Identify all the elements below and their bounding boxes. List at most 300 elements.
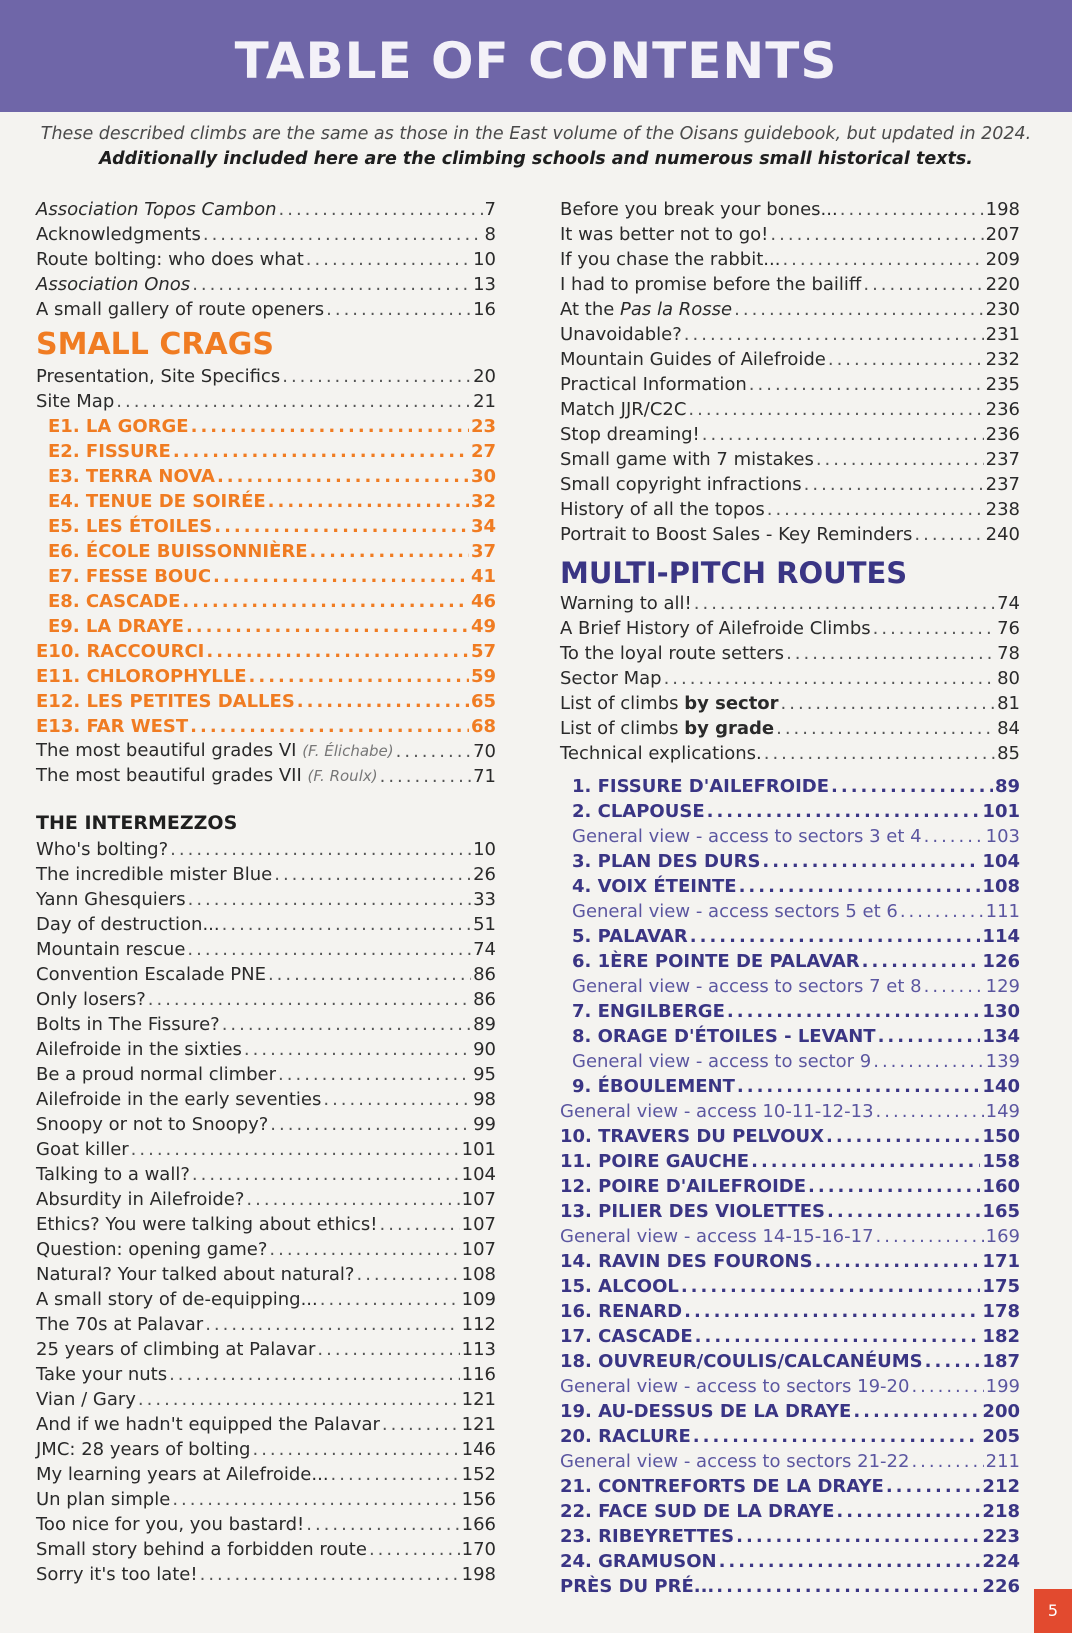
entry-page: 237 <box>985 449 1020 470</box>
toc-entry[interactable] <box>36 364 496 389</box>
entry-title-text: Convention Escalade PNE <box>36 964 266 985</box>
entry-title <box>572 924 688 949</box>
entry-title-text: 11. POIRE GAUCHE <box>560 1151 750 1172</box>
dot-leader <box>914 522 983 547</box>
entry-page: 112 <box>461 1314 496 1335</box>
entry-page: 89 <box>994 776 1020 797</box>
intermezzos-list <box>36 837 496 1587</box>
toc-entry[interactable] <box>36 614 496 639</box>
toc-entry[interactable] <box>560 949 1020 974</box>
toc-entry[interactable] <box>36 1387 496 1412</box>
toc-entry[interactable] <box>560 1274 1020 1299</box>
entry-title-text: E9. LA DRAYE <box>48 616 184 637</box>
entry-page: 95 <box>473 1064 496 1085</box>
entry-title <box>560 297 732 322</box>
entry-page: 224 <box>982 1551 1020 1572</box>
toc-entry[interactable] <box>36 197 496 222</box>
entry-title-text: PRÈS DU PRÉ... <box>560 1576 715 1597</box>
entry-title <box>560 472 802 497</box>
toc-entry[interactable] <box>560 197 1020 222</box>
entry-title-text: Take your nuts <box>36 1364 168 1385</box>
entry-title <box>36 639 204 664</box>
entry-page: 150 <box>982 1126 1020 1147</box>
toc-entry[interactable] <box>36 862 496 887</box>
toc-entry[interactable] <box>560 1574 1020 1599</box>
toc-entry[interactable] <box>560 874 1020 899</box>
entry-title-text: E8. CASCADE <box>48 591 181 612</box>
dot-leader <box>828 347 984 372</box>
toc-entry[interactable] <box>36 222 496 247</box>
entry-page: 59 <box>470 666 496 687</box>
toc-entry[interactable] <box>36 414 496 439</box>
entry-title-text: Bolts in The Fissure? <box>36 1014 220 1035</box>
toc-entry[interactable] <box>560 247 1020 272</box>
dot-leader <box>815 1249 981 1274</box>
toc-entry[interactable] <box>36 1087 496 1112</box>
entry-page: 200 <box>982 1401 1020 1422</box>
toc-entry[interactable] <box>560 1449 1020 1474</box>
entry-title-text: To the loyal route setters <box>560 643 785 664</box>
entry-title <box>560 397 686 422</box>
entry-title-text: E7. FESSE BOUC <box>48 566 212 587</box>
entry-page: 86 <box>473 989 496 1010</box>
entry-title <box>36 1362 167 1387</box>
toc-entry[interactable] <box>36 1237 496 1262</box>
entry-title <box>560 447 814 472</box>
entry-title-text: E2. FISSURE <box>48 441 171 462</box>
entry-title <box>572 824 922 849</box>
toc-entry[interactable] <box>560 497 1020 522</box>
dot-leader <box>206 639 469 664</box>
toc-entry[interactable] <box>36 1362 496 1387</box>
entry-title-text: Practical Information <box>560 374 747 395</box>
entry-page: 103 <box>985 826 1020 847</box>
dot-leader <box>762 849 980 874</box>
entry-title-text: Mountain rescue <box>36 939 186 960</box>
toc-entry[interactable] <box>560 1524 1020 1549</box>
entry-title <box>560 1299 682 1324</box>
entry-title-text: If you chase the rabbit... <box>560 249 781 270</box>
dot-leader <box>222 912 471 937</box>
toc-entry[interactable] <box>560 849 1020 874</box>
toc-entry[interactable] <box>560 1049 1020 1074</box>
toc-entry[interactable] <box>560 716 1020 741</box>
entry-page: 158 <box>982 1151 1020 1172</box>
entry-page: 10 <box>473 839 496 860</box>
entry-title <box>36 1087 321 1112</box>
dot-leader <box>268 489 469 514</box>
toc-entry[interactable] <box>36 1012 496 1037</box>
entry-title-text: 13. PILIER DES VIOLETTES <box>560 1201 826 1222</box>
entry-title-text: 2. CLAPOUSE <box>572 801 705 822</box>
toc-entry[interactable] <box>560 522 1020 547</box>
entry-title-text: 12. POIRE D'AILEFROIDE <box>560 1176 807 1197</box>
entry-page: 170 <box>461 1539 496 1560</box>
entry-title <box>560 522 912 547</box>
entry-title-text: E12. LES PETITES DALLES <box>36 691 295 712</box>
entry-title <box>36 887 186 912</box>
entry-title-text: 15. ALCOOL <box>560 1276 679 1297</box>
entry-title-text: 24. GRAMUSON <box>560 1551 717 1572</box>
entry-title-text: General view - access 14-15-16-17 <box>560 1226 874 1247</box>
toc-entry[interactable] <box>560 616 1020 641</box>
toc-entry[interactable] <box>560 999 1020 1024</box>
entry-title <box>560 1324 693 1349</box>
entry-page: 89 <box>473 1014 496 1035</box>
toc-entry[interactable] <box>560 1499 1020 1524</box>
entry-title <box>48 489 266 514</box>
entry-title-text: The 70s at Palavar <box>36 1314 204 1335</box>
toc-entry[interactable] <box>36 689 496 714</box>
dot-leader <box>279 197 483 222</box>
toc-entry[interactable] <box>36 297 496 322</box>
dot-leader <box>702 422 984 447</box>
entry-page: 237 <box>985 474 1020 495</box>
entry-title-text: E13. FAR WEST <box>36 716 189 737</box>
entry-title-text: Ethics? You were talking about ethics! <box>36 1214 378 1235</box>
toc-entry[interactable] <box>36 1037 496 1062</box>
entry-page: 70 <box>473 741 496 762</box>
dot-leader <box>190 714 469 739</box>
dot-leader <box>853 1399 980 1424</box>
dot-leader <box>911 1374 983 1399</box>
entry-title-text: Ailefroide in the early seventies <box>36 1089 322 1110</box>
toc-entry[interactable] <box>560 397 1020 422</box>
entry-page: 236 <box>985 424 1020 445</box>
entry-page: 238 <box>985 499 1020 520</box>
entry-title-text: 16. RENARD <box>560 1301 683 1322</box>
entry-page: 37 <box>470 541 496 562</box>
toc-entry[interactable] <box>560 1549 1020 1574</box>
entry-title-text: 7. ENGILBERGE <box>572 1001 725 1022</box>
entry-title <box>36 389 114 414</box>
entry-title-text: Presentation, Site Specifics <box>36 366 281 387</box>
toc-entry[interactable] <box>36 962 496 987</box>
toc-entry[interactable] <box>36 739 496 764</box>
dot-leader <box>911 1449 983 1474</box>
entry-title <box>36 1562 198 1587</box>
crags-list <box>36 414 496 739</box>
entry-title <box>572 1024 876 1049</box>
dot-leader <box>688 397 983 422</box>
entry-title <box>48 414 189 439</box>
toc-entry[interactable] <box>560 1199 1020 1224</box>
toc-entry[interactable] <box>560 641 1020 666</box>
entry-title <box>36 1037 242 1062</box>
toc-entry[interactable] <box>560 1299 1020 1324</box>
toc-entry[interactable] <box>36 1412 496 1437</box>
toc-entry[interactable] <box>36 439 496 464</box>
dot-leader <box>252 1437 459 1462</box>
dot-leader <box>148 987 471 1012</box>
toc-entry[interactable] <box>36 1462 496 1487</box>
dot-leader <box>396 739 471 764</box>
dot-leader <box>840 197 984 222</box>
misc-list <box>560 197 1020 547</box>
entry-page: 74 <box>997 593 1020 614</box>
dot-leader <box>770 222 983 247</box>
entry-title-text: Small game with 7 mistakes <box>560 449 814 470</box>
toc-entry[interactable] <box>560 1174 1020 1199</box>
toc-entry[interactable] <box>36 837 496 862</box>
toc-entry[interactable] <box>560 1024 1020 1049</box>
toc-entry[interactable] <box>560 1474 1020 1499</box>
entry-title <box>560 1349 923 1374</box>
dot-leader <box>187 937 471 962</box>
toc-entry[interactable] <box>560 447 1020 472</box>
toc-entry[interactable] <box>560 591 1020 616</box>
entry-page: 49 <box>470 616 496 637</box>
toc-entry[interactable] <box>560 222 1020 247</box>
entry-page: 107 <box>461 1239 496 1260</box>
dot-leader <box>781 691 996 716</box>
entry-page: 198 <box>985 199 1020 220</box>
entry-title-text: My learning years at Ailefroide... <box>36 1464 329 1485</box>
dot-leader <box>737 1074 981 1099</box>
dot-leader <box>862 949 981 974</box>
dot-leader <box>727 999 981 1024</box>
toc-entry[interactable] <box>560 472 1020 497</box>
toc-entry[interactable] <box>36 1137 496 1162</box>
dot-leader <box>734 297 984 322</box>
toc-entry[interactable] <box>36 1337 496 1362</box>
dot-leader <box>246 1187 459 1212</box>
dot-leader <box>131 1137 460 1162</box>
toc-entry[interactable] <box>560 322 1020 347</box>
intro-list <box>36 197 496 322</box>
entry-title <box>48 564 211 589</box>
entry-title-text: General view - access to sector 9 <box>572 1051 872 1072</box>
dot-leader <box>310 539 469 564</box>
toc-entry[interactable] <box>36 912 496 937</box>
toc-entry[interactable] <box>560 1249 1020 1274</box>
toc-entry[interactable] <box>560 1099 1020 1124</box>
toc-entry[interactable] <box>560 1124 1020 1149</box>
entry-title <box>36 937 185 962</box>
header-banner <box>0 0 1072 112</box>
dot-leader <box>749 372 984 397</box>
entry-title <box>560 641 784 666</box>
toc-entry[interactable] <box>36 514 496 539</box>
toc-entry[interactable] <box>560 372 1020 397</box>
toc-entry[interactable] <box>560 1424 1020 1449</box>
entry-title <box>560 1424 691 1449</box>
entry-title <box>36 222 201 247</box>
toc-entry[interactable] <box>36 539 496 564</box>
toc-entry[interactable] <box>560 741 1020 766</box>
toc-entry[interactable] <box>36 1512 496 1537</box>
entry-title-text: Mountain Guides of Ailefroide <box>560 349 826 370</box>
entry-title <box>560 1224 874 1249</box>
toc-entry[interactable] <box>36 714 496 739</box>
toc-entry[interactable] <box>560 774 1020 799</box>
dot-leader <box>719 1549 981 1574</box>
entry-page: 84 <box>997 718 1020 739</box>
entry-title <box>36 247 304 272</box>
toc-entry[interactable] <box>36 489 496 514</box>
toc-entry[interactable] <box>560 1149 1020 1174</box>
multi-pitch-intro-list <box>560 591 1020 766</box>
toc-entry[interactable] <box>560 974 1020 999</box>
toc-entry[interactable] <box>560 824 1020 849</box>
entry-title <box>36 1287 318 1312</box>
toc-entry[interactable] <box>36 1562 496 1587</box>
toc-entry[interactable] <box>560 1324 1020 1349</box>
dot-leader <box>873 1049 983 1074</box>
dot-leader <box>886 1474 981 1499</box>
toc-entry[interactable] <box>36 937 496 962</box>
toc-entry[interactable] <box>36 1112 496 1137</box>
dot-leader <box>356 1262 459 1287</box>
entry-title <box>572 974 922 999</box>
entry-title-text: History of all the topos <box>560 499 765 520</box>
dot-leader <box>827 1199 980 1224</box>
entry-title <box>560 741 762 766</box>
toc-entry[interactable] <box>560 347 1020 372</box>
toc-entry[interactable] <box>560 297 1020 322</box>
entry-title <box>36 1512 304 1537</box>
toc-entry[interactable] <box>36 639 496 664</box>
toc-entry[interactable] <box>560 1224 1020 1249</box>
entry-title <box>36 1537 367 1562</box>
entry-page: 178 <box>982 1301 1020 1322</box>
entry-title-text: The incredible mister Blue <box>36 864 273 885</box>
toc-entry[interactable] <box>36 1487 496 1512</box>
entry-title-text: 19. AU-DESSUS DE LA DRAYE <box>560 1401 852 1422</box>
dot-leader <box>684 322 984 347</box>
toc-entry[interactable] <box>560 899 1020 924</box>
entry-title <box>36 1162 190 1187</box>
toc-entry[interactable] <box>36 247 496 272</box>
dot-leader <box>116 389 471 414</box>
toc-entry[interactable] <box>36 589 496 614</box>
entry-title-text: General view - access to sectors 3 et 4 <box>572 826 922 847</box>
entry-page: 231 <box>985 324 1020 345</box>
entry-page: 20 <box>473 366 496 387</box>
dot-leader <box>244 1037 471 1062</box>
entry-title-text: Technical explications. <box>560 743 762 764</box>
toc-entry[interactable] <box>36 1187 496 1212</box>
entry-title-text: Site Map <box>36 391 115 412</box>
entry-page: 152 <box>461 1464 496 1485</box>
entry-page: 101 <box>461 1139 496 1160</box>
small-crags-heading: SMALL CRAGS <box>36 327 274 362</box>
toc-entry[interactable] <box>560 666 1020 691</box>
toc-entry[interactable] <box>36 1287 496 1312</box>
dot-leader <box>191 414 469 439</box>
entry-page: 27 <box>470 441 496 462</box>
dot-leader <box>767 497 984 522</box>
entry-title <box>36 689 295 714</box>
toc-entry[interactable] <box>560 1349 1020 1374</box>
toc-entry[interactable] <box>36 1437 496 1462</box>
dot-leader <box>382 1412 460 1437</box>
entry-title-text: General view - access to sectors 7 et 8 <box>572 976 922 997</box>
toc-entry[interactable] <box>560 691 1020 716</box>
entry-title-text: 6. 1ÈRE POINTE DE PALAVAR <box>572 951 860 972</box>
entry-title-text: 8. ORAGE D'ÉTOILES - LEVANT <box>572 1026 876 1047</box>
entry-page: 223 <box>982 1526 1020 1547</box>
toc-entry[interactable] <box>36 664 496 689</box>
toc-entry[interactable] <box>560 1399 1020 1424</box>
entry-title <box>36 664 247 689</box>
toc-entry[interactable] <box>36 1537 496 1562</box>
toc-entry[interactable] <box>36 564 496 589</box>
entry-title <box>560 497 765 522</box>
entry-title <box>560 1149 749 1174</box>
entry-title-text: General view - access 10-11-12-13 <box>560 1101 874 1122</box>
entry-title <box>560 347 826 372</box>
toc-entry[interactable] <box>36 887 496 912</box>
entry-title-text: Too nice for you, you bastard! <box>36 1514 305 1535</box>
entry-page: 51 <box>473 914 496 935</box>
toc-entry[interactable] <box>36 1212 496 1237</box>
dot-leader <box>278 1062 471 1087</box>
entry-page: 34 <box>470 516 496 537</box>
entry-page: 99 <box>473 1114 496 1135</box>
dot-leader <box>326 297 471 322</box>
entry-author: (F. Roulx) <box>307 767 378 785</box>
entry-page: 30 <box>470 466 496 487</box>
toc-entry[interactable] <box>36 272 496 297</box>
toc-entry[interactable] <box>36 987 496 1012</box>
entry-title <box>560 272 861 297</box>
entry-page: 207 <box>985 224 1020 245</box>
dot-leader <box>876 1224 984 1249</box>
entry-title-text: 4. VOIX ÉTEINTE <box>572 876 737 897</box>
toc-entry[interactable] <box>560 1374 1020 1399</box>
entry-page: 10 <box>473 249 496 270</box>
entry-page: 33 <box>473 889 496 910</box>
entry-page: 139 <box>985 1051 1020 1072</box>
entry-title <box>572 899 898 924</box>
entry-title <box>560 1499 834 1524</box>
toc-entry[interactable] <box>560 924 1020 949</box>
toc-entry[interactable] <box>36 1262 496 1287</box>
toc-entry[interactable] <box>560 272 1020 297</box>
toc-entry[interactable] <box>36 1062 496 1087</box>
dot-leader <box>186 614 469 639</box>
entry-title-text: Unavoidable? <box>560 324 682 345</box>
entry-title-text: Talking to a wall? <box>36 1164 190 1185</box>
toc-entry[interactable] <box>560 799 1020 824</box>
entry-title <box>560 716 774 741</box>
entry-page: 108 <box>461 1264 496 1285</box>
entry-page: 220 <box>985 274 1020 295</box>
toc-entry[interactable] <box>560 422 1020 447</box>
toc-entry[interactable] <box>36 1162 496 1187</box>
toc-entry[interactable] <box>36 464 496 489</box>
entry-title-text: Route bolting: who does what <box>36 249 304 270</box>
entry-title-text: Small story behind a forbidden route <box>36 1539 367 1560</box>
entry-title <box>560 422 700 447</box>
entry-title <box>560 1399 851 1424</box>
toc-entry[interactable] <box>36 1312 496 1337</box>
entry-title-text: Stop dreaming! <box>560 424 700 445</box>
dot-leader <box>192 1162 460 1187</box>
entry-title <box>36 912 220 937</box>
toc-entry[interactable] <box>36 764 496 789</box>
entry-page: 65 <box>470 691 496 712</box>
entry-page: 32 <box>470 491 496 512</box>
entry-title <box>560 1524 734 1549</box>
dot-leader <box>831 774 993 799</box>
dot-leader <box>274 862 471 887</box>
entry-page: 182 <box>982 1326 1020 1347</box>
toc-entry[interactable] <box>36 389 496 414</box>
entry-page: 226 <box>982 1576 1020 1597</box>
toc-entry[interactable] <box>560 1074 1020 1099</box>
